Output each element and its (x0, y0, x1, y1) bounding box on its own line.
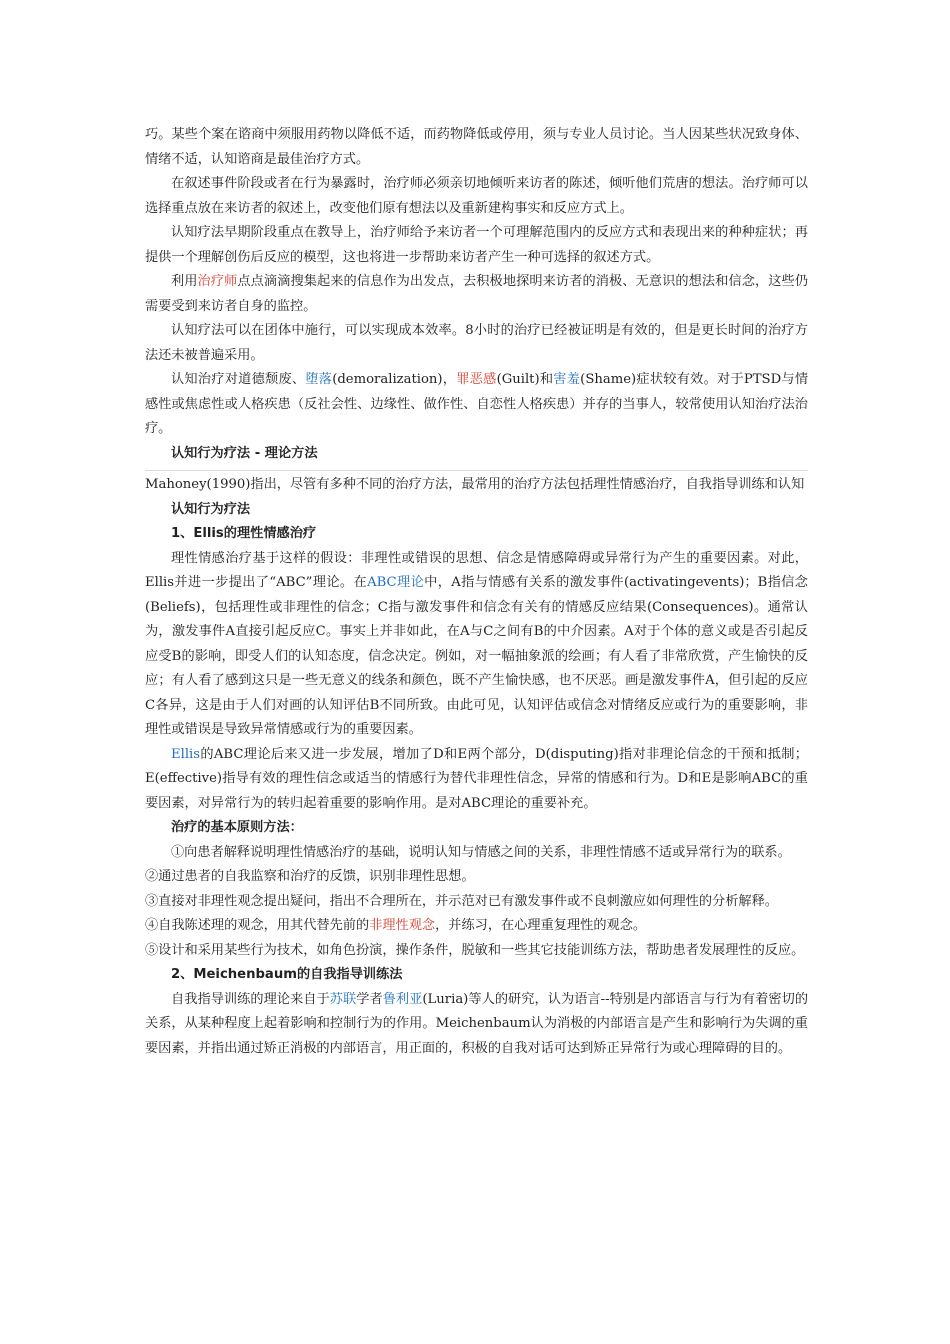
text-segment: 认知治疗对道德颓废、 (171, 372, 306, 387)
text-segment: 理性情感治疗基于这样的假设：非理性或错误的思想、信念是情感障碍或异常行为产生的重要因素。对此，Ellis并进一步提出了“ABC”理论。在 (145, 550, 808, 590)
section-heading-cbt: 认知行为疗法 (171, 501, 251, 517)
section-heading-principles: 治疗的基本原则方法： (171, 820, 303, 835)
list-item-3: ③直接对非理性观念提出疑问，指出不合理所在，并示范对已有激发事件或不良刺激应如何理性的分析解释。 (145, 893, 778, 909)
text-segment: 自我指导训练的理论来自于 (171, 991, 330, 1007)
paragraph-intro: 巧。某些个案在谘商中须服用药物以降低不适，而药物降低或停用，须与专业人员讨论。当人因某些状况致身体、情绪不适，认知谘商是最佳治疗方式。 (145, 127, 808, 167)
section-heading-meichenbaum: 2、Meichenbaum的自我指导训练法 (171, 967, 403, 982)
paragraph-group: 认知疗法可以在团体中施行，可以实现成本效率。8小时的治疗已经被证明是有效的，但是更长时间的治疗方法还未被普遍采用。 (145, 323, 808, 363)
text-segment: 利用 (171, 274, 198, 289)
text-segment: (Shame)症状较有效。对于PTSD与情感性或焦虑性或人格疾患（反社会性、边缘性、做作性、自恋性人格疾患）并存的当事人，较常使用认知治疗法治疗。 (145, 372, 809, 436)
paragraph-narration: 在叙述事件阶段或者在行为暴露时，治疗师必须亲切地倾听来访者的陈述，倾听他们荒唐的想法。治疗师可以选择重点放在来访者的叙述上，改变他们原有想法以及重新建构事实和反应方式上。 (145, 176, 808, 216)
section-heading-ellis: 1、Ellis的理性情感治疗 (171, 526, 317, 541)
paragraph-self-instruction (145, 988, 808, 1062)
paragraph-symptoms (145, 368, 808, 442)
link-therapist[interactable]: 治疗师 (197, 274, 238, 289)
link-shame[interactable]: 害羞 (553, 372, 581, 387)
text-segment: 学者 (356, 991, 383, 1007)
link-abc-theory[interactable]: ABC理论 (367, 575, 425, 590)
paragraph-abc (145, 547, 808, 743)
text-segment: 点点滴滴搜集起来的信息作为出发点，去积极地探明来访者的消极、无意识的想法和信念，这些仍需要受到来访者自身的监控。 (145, 274, 809, 314)
list-item-4 (145, 914, 808, 939)
list-item-5: ⑤设计和采用某些行为技术，如角色扮演，操作条件，脱敏和一些其它技能训练方法，帮助患者发展理性的反应。 (145, 942, 805, 958)
link-guilt[interactable]: 罪恶感 (456, 372, 497, 387)
text-segment: (demoralization)， (332, 372, 457, 387)
list-item-2: ②通过患者的自我监察和治疗的反馈，识别非理性思想。 (145, 869, 475, 884)
text-segment: 的ABC理论后来又进一步发展，增加了D和E两个部分，D(disputing)指对非理论信念的干预和抵制；E(effective)指导有效的理性信念或适当的情感行为替代非理性信念，异常的情感和行为。D和E是影响ABC的重要因素，对异常行为的转归起着重要的影响作用。是对ABC理论的重要补充。 (145, 746, 808, 811)
link-ellis[interactable]: Ellis (171, 746, 201, 762)
link-soviet[interactable]: 苏联 (329, 991, 357, 1007)
paragraph-ellis-de (145, 743, 808, 817)
paragraph-mahoney: Mahoney(1990)指出，尽管有多种不同的治疗方法，最常用的治疗方法包括理性情感治疗，自我指导训练和认知 (145, 477, 805, 492)
text-segment: 中，A指与情感有关系的激发事件(activatingevents)；B指信念(Beliefs)，包括理性或非理性的信念；C指与激发事件和信念有关有的情感反应结果(Consequences)。通常认为，激发事件A直接引起反应C。事实上并非如此，在A与C之间有B的中介因素。A对于个体的意义或是否引起反应受B的影响，即受人们的认知态度，信念决定。例如，对一幅抽象派的绘画；有人看了非常欣赏，产生愉快的反应；有人看了感到这只是一些无意义的线条和颜色，既不产生愉快感，也不厌恶。画是激发事件A，但引起的反应C各异，这是由于人们对画的认知评估B不同所致。由此可见，认知评估或信念对情绪反应或行为的重要影响，非理性或错误是导致异常情感或行为的重要因素。 (145, 575, 808, 737)
list-item-1: ①向患者解释说明理性情感治疗的基础，说明认知与情感之间的关系，非理性情感不适或异常行为的联系。 (171, 844, 791, 860)
link-demoralization[interactable]: 堕落 (305, 372, 333, 387)
text-segment: (Guilt)和 (496, 372, 554, 387)
text-segment: ，并练习，在心理重复理性的观念。 (435, 918, 647, 933)
paragraph-therapist (145, 270, 808, 319)
document-page (145, 123, 808, 1061)
section-divider (145, 470, 808, 471)
text-segment: ④自我陈述理的观念，用其代替先前的 (145, 918, 370, 933)
link-luria[interactable]: 鲁利亚 (382, 991, 423, 1007)
paragraph-early-stage: 认知疗法早期阶段重点在教导上，治疗师给予来访者一个可理解范围内的反应方式和表现出来的种种症状；再提供一个理解创伤后反应的模型，这也将进一步帮助来访者产生一种可选择的叙述方式。 (145, 225, 808, 265)
text-segment: (Luria)等人的研究，认为语言--特别是内部语言与行为有着密切的关系，从某种程度上起着影响和控制行为的作用。Meichenbaum认为消极的内部语言是产生和影响行为失调的重要因素，并指出通过矫正消极的内部语言，用正面的，积极的自我对话可达到矫正异常行为或心理障碍的目的。 (145, 991, 809, 1056)
section-heading-theory: 认知行为疗法 - 理论方法 (171, 445, 318, 461)
link-irrational-belief[interactable]: 非理性观念 (369, 918, 436, 933)
